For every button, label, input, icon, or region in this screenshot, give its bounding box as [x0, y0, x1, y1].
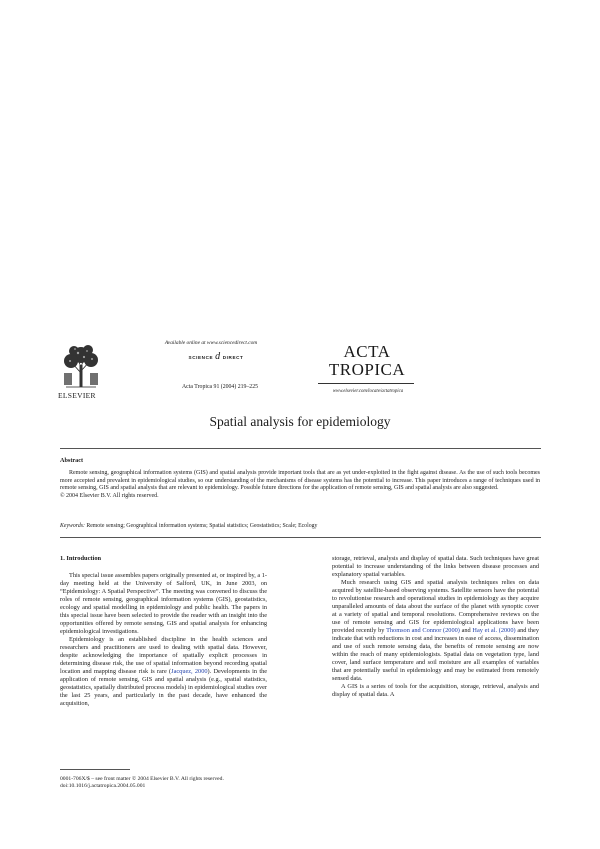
- sciencedirect-logo: [171, 352, 261, 362]
- right-p2-text-a: Much research using GIS and spatial analysis techniques relies on data acquired by satellite-based observing systems. Satellite sensors have the potential to revolutionise research and operational studies in epidemiology as they acquire unparalleled amounts of data about the surface of the planet with synoptic cover at a variety of spatial and temporal resolutions. Comprehensive reviews on the use of remote sensing and GIS for epidemiological applications have been provided recently by: [332, 579, 539, 634]
- abstract-text: Remote sensing, geographical information systems (GIS) and spatial analysis provide important tools that are as yet under-exploited in the fight against disease. As the use of such tools becomes more accepted and prevalent in epidemiological studies, so our understanding of the mechanisms of disease systems has the potential to increase. This paper introduces a range of techniques used in remote sensing, GIS and spatial analysis that are relevant to epidemiology. Possible future directions for the application of remote sensing, GIS and spatial analysis are also suggested.: [60, 470, 540, 492]
- abstract-body: [60, 470, 540, 500]
- left-column: [60, 555, 267, 708]
- citation-link-jacquez[interactable]: Jacquez, 2000: [171, 668, 208, 675]
- journal-title-line1: ACTA: [343, 342, 391, 361]
- keywords-text: Remote sensing; Geographical information systems; Spatial statistics; Geostatistics; Scale; Ecology: [86, 523, 318, 529]
- journal-divider: [318, 383, 414, 384]
- abstract-copyright: © 2004 Elsevier B.V. All rights reserved.: [60, 492, 159, 499]
- sd-left-word: SCIENCE: [188, 354, 214, 360]
- footer-issn: 0001-706X/$ – see front matter © 2004 Elsevier B.V. All rights reserved.: [60, 776, 224, 782]
- citation-link-thomson[interactable]: Thomson and Connor (2000): [386, 627, 460, 634]
- citation-link-hay[interactable]: Hay et al. (2000): [472, 627, 516, 634]
- journal-logo: [316, 343, 418, 379]
- intro-paragraph-1: This special issue assembles papers originally presented at, or inspired by, a 1-day meeting held at the University of Salford, UK, in June 2003, on “Epidemiology: A Spatial Perspective”. The meeting was convened to discuss the roles of remote sensing, geographical information systems (GIS), geostatistics, ecology and spatial modelling in epidemiology and public health. The papers in this special issue have been selected to provide the reader with an insight into the opportunities offered by remote sensing, GIS and spatial analysis for enhancing epidemiological investigations.: [60, 572, 267, 635]
- paper-title: Spatial analysis for epidemiology: [209, 414, 391, 429]
- right-paragraph-1: storage, retrieval, analysis and display of spatial data. Such techniques have great potential to increase understanding of the links between disease processes and explanatory spatial variables.: [332, 555, 539, 578]
- journal-citation: Acta Tropica 91 (2004) 219–225: [182, 384, 258, 390]
- section-heading-introduction: 1. Introduction: [60, 555, 102, 562]
- right-column: [332, 555, 539, 699]
- footer-doi[interactable]: doi:10.1016/j.actatropica.2004.05.001: [60, 783, 146, 790]
- keywords-label: Keywords:: [60, 523, 85, 529]
- right-paragraph-3: A GIS is a series of tools for the acquisition, storage, retrieval, analysis and display of spatial data. A: [332, 683, 539, 698]
- available-online-text: Available online at www.sciencedirect.com: [164, 340, 258, 346]
- title-rule: [60, 448, 541, 449]
- right-p2-text-mid: and: [459, 627, 473, 634]
- intro-p2-text-a: Epidemiology is an established discipline in the health sciences and researchers and practitioners are used to dealing with spatial data. However, despite acknowledging the importance of spatially explicit processes in determining disease risk, the use of spatial information beyond recording spatial location and mapping disease risk is rare (: [60, 636, 267, 675]
- right-p2-text-b: and they indicate that with reductions in cost and increases in ease of access, dissemination and use of such remote sensing data, the benefits of remote sensing are now within the reach of many epidemiologists. Spatial data on vegetation type, land cover, land surface temperature and soil moisture are all examples of variables that are potentially useful in epidemiology and may be estimated from remotely sensed data.: [332, 627, 539, 682]
- sd-at-icon: d: [215, 351, 221, 362]
- elsevier-tree-logo-icon: [60, 343, 102, 389]
- journal-title-line2: TROPICA: [328, 360, 406, 379]
- intro-paragraph-2: [60, 636, 267, 708]
- right-paragraph-2: [332, 579, 539, 683]
- abstract-heading: Abstract: [60, 457, 84, 464]
- journal-url[interactable]: www.elsevier.com/locate/actatropica: [332, 389, 404, 394]
- intro-p2-text-b: ). Developments in the application of remote sensing, GIS and spatial analysis (e.g., spatial statistics, geostatistics, spatially distributed process models) in epidemiological studies over the last 25 years, and particularly in the past decade, have enhanced the acquisition,: [60, 668, 268, 707]
- footer: [60, 776, 360, 791]
- keywords: [60, 523, 540, 529]
- footer-rule: [60, 769, 130, 770]
- abstract-rule: [60, 537, 541, 538]
- sd-right-word: DIRECT: [222, 354, 244, 360]
- publisher-name: ELSEVIER: [58, 391, 96, 400]
